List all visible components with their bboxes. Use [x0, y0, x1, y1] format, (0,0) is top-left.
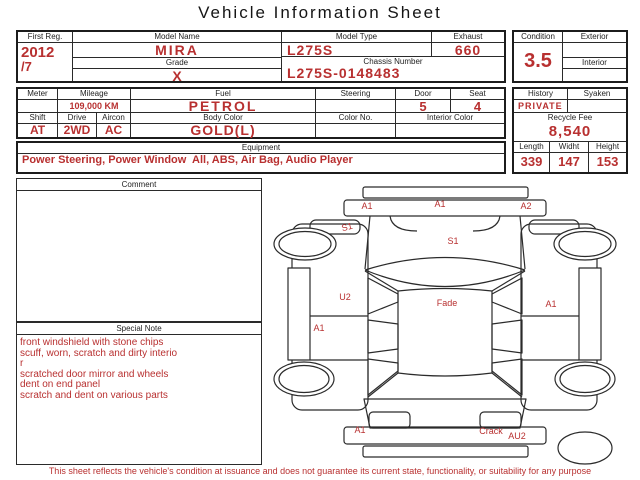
mileage-cell — [58, 89, 131, 112]
spare-wheel-icon — [558, 432, 612, 464]
aircon-value: AC — [104, 123, 123, 137]
special-note-text — [17, 335, 261, 401]
equipment-label: Equipment — [18, 143, 504, 154]
headlight-left — [390, 216, 417, 231]
damage-mark: A1 — [313, 323, 325, 333]
exterior-label: Exterior — [563, 32, 626, 43]
mid-info-table — [16, 87, 506, 139]
wheel-front-right-icon — [554, 228, 616, 260]
special-note-line: dent on end panel — [20, 379, 101, 390]
recycle-fee-value: 8,540 — [548, 123, 592, 140]
windshield-top — [365, 258, 525, 271]
wheel-front-left-icon — [274, 228, 336, 260]
special-note-line: scuff, worn, scratch and dirty interio — [20, 347, 178, 359]
steering-cell — [316, 89, 396, 112]
roof-rear-edge — [398, 373, 492, 376]
interior-label: Interior — [563, 58, 626, 69]
interior-color-cell — [396, 113, 504, 137]
exhaust-value: 660 — [454, 42, 482, 58]
damage-mark: A1 — [354, 425, 366, 435]
seat-cell — [451, 89, 504, 112]
length-cell — [514, 142, 550, 172]
comment-box — [16, 178, 262, 322]
front-grille-bar — [363, 187, 528, 198]
special-note-box — [16, 322, 262, 465]
page-title: Vehicle Information Sheet — [198, 3, 442, 22]
length-label: Length — [514, 142, 549, 153]
type-exhaust-chassis-cell — [282, 32, 504, 81]
left-front-pillar — [368, 278, 398, 314]
headlight-right — [473, 216, 500, 231]
windshield-bottom — [365, 270, 525, 287]
chassis-label: Chassis Number — [363, 57, 423, 66]
seat-label: Seat — [451, 89, 504, 100]
first-reg-year: 2012 — [21, 44, 55, 61]
door-value: 5 — [419, 99, 427, 114]
vehicle-damage-diagram — [265, 183, 635, 467]
height-cell — [589, 142, 626, 172]
wheel-rear-right-icon — [555, 362, 615, 396]
damage-mark: A2 — [520, 201, 532, 211]
exterior-interior-cell — [563, 32, 626, 81]
shift-label: Shift — [18, 113, 57, 124]
height-value: 153 — [596, 154, 619, 169]
drive-value: 2WD — [63, 123, 91, 137]
damage-mark: A1 — [434, 199, 446, 209]
model-name-label: Model Name — [73, 32, 281, 43]
damage-mark: A1 — [545, 299, 557, 309]
equipment-value: Power Steering, Power Window All, ABS, Air Bag, Audio Player — [22, 154, 353, 166]
condition-label: Condition — [514, 32, 562, 43]
color-no-cell — [316, 113, 396, 137]
syaken-cell — [568, 89, 626, 112]
special-note-label: Special Note — [17, 323, 261, 335]
width-value: 147 — [558, 154, 580, 169]
drive-cell — [58, 113, 97, 137]
damage-mark: U2 — [339, 292, 351, 302]
wheel-rear-left-icon — [274, 362, 334, 396]
mileage-value: 109,000 KM — [69, 101, 119, 111]
chassis-cell — [282, 57, 504, 81]
dimensions-row — [514, 142, 626, 172]
seat-value: 4 — [473, 99, 482, 114]
color-no-label: Color No. — [316, 113, 395, 124]
width-cell — [550, 142, 589, 172]
roof-front-edge — [398, 289, 492, 292]
exterior-value — [563, 43, 626, 58]
first-reg-label: First Reg. — [18, 32, 72, 43]
damage-mark: Fade — [436, 298, 458, 308]
mid-row-2 — [18, 113, 504, 137]
recycle-fee-label: Recycle Fee — [547, 113, 593, 122]
exhaust-label: Exhaust — [432, 32, 504, 43]
special-note-line: scratch and dent on various parts — [20, 389, 168, 401]
special-note-line: scratched door mirror and wheels — [20, 368, 169, 380]
c-pillar-right — [492, 373, 522, 397]
exhaust-cell — [432, 32, 504, 57]
interior-color-label: Interior Color — [396, 113, 504, 124]
right-front-pillar — [492, 278, 522, 314]
aircon-cell — [97, 113, 131, 137]
taillight-left — [369, 412, 410, 428]
history-cell — [514, 89, 568, 112]
damage-mark: Crack — [479, 426, 503, 436]
steering-label: Steering — [316, 89, 395, 100]
model-name-value: MIRA — [73, 43, 281, 58]
first-reg-month: /7 — [21, 59, 32, 74]
equipment-table — [16, 141, 506, 174]
special-note-line: r — [20, 358, 24, 369]
damage-mark: AU2 — [508, 431, 526, 441]
top-info-table — [16, 30, 506, 83]
shift-cell — [18, 113, 58, 137]
door-label: Door — [396, 89, 450, 100]
damage-mark: A1 — [361, 201, 373, 211]
door-cell — [396, 89, 451, 112]
grade-label: Grade — [73, 58, 281, 69]
first-reg-value — [18, 43, 72, 74]
left-b-pillar — [368, 320, 398, 353]
history-syaken-row — [514, 89, 626, 113]
fuel-label: Fuel — [131, 89, 315, 100]
height-label: Height — [589, 142, 626, 153]
history-label: History — [514, 89, 567, 100]
shift-value: AT — [29, 123, 46, 137]
disclaimer-text: This sheet reflects the vehicle's condition at issuance and does not guarantee its current state, functionality, or suitability for any purpose — [48, 466, 592, 476]
model-name-grade-cell — [73, 32, 282, 84]
width-label: Widht — [550, 142, 588, 153]
mileage-label: Mileage — [58, 89, 130, 100]
a-pillar-left — [365, 271, 398, 291]
condition-cell — [514, 32, 563, 81]
right-b-pillar — [492, 320, 522, 353]
grade-value: X — [172, 68, 182, 84]
first-reg-cell — [18, 32, 73, 81]
model-type-label: Model Type — [282, 32, 431, 43]
special-note-line: front windshield with stone chips — [20, 337, 164, 348]
rear-lower-bar — [363, 446, 528, 457]
mid-row-1 — [18, 89, 504, 113]
left-sill — [288, 268, 310, 360]
right-sill — [579, 268, 601, 360]
model-type-value: L275S — [287, 42, 334, 58]
body-color-label: Body Color — [131, 113, 315, 124]
body-color-cell — [131, 113, 316, 137]
history-value: PRIVATE — [518, 101, 563, 111]
meter-cell — [18, 89, 58, 112]
length-value: 339 — [520, 154, 543, 169]
comment-label: Comment — [17, 179, 261, 191]
damage-mark: S1 — [340, 220, 354, 234]
condition-value: 3.5 — [524, 50, 552, 72]
drive-label: Drive — [58, 113, 96, 124]
comment-value — [17, 191, 261, 195]
meter-label: Meter — [18, 89, 57, 100]
right-info-table — [512, 87, 628, 174]
c-pillar-left — [368, 373, 398, 397]
damage-mark: S1 — [447, 236, 459, 246]
fuel-cell — [131, 89, 316, 112]
syaken-label: Syaken — [568, 89, 626, 100]
model-type-cell — [282, 32, 432, 57]
chassis-value: L275S-0148483 — [287, 65, 401, 81]
aircon-label: Aircon — [97, 113, 130, 124]
fuel-value: PETROL — [188, 98, 258, 114]
body-color-value: GOLD(L) — [190, 122, 256, 138]
a-pillar-right — [492, 271, 525, 291]
condition-table — [512, 30, 628, 83]
recycle-fee-cell — [514, 113, 626, 142]
tailgate — [364, 399, 526, 428]
